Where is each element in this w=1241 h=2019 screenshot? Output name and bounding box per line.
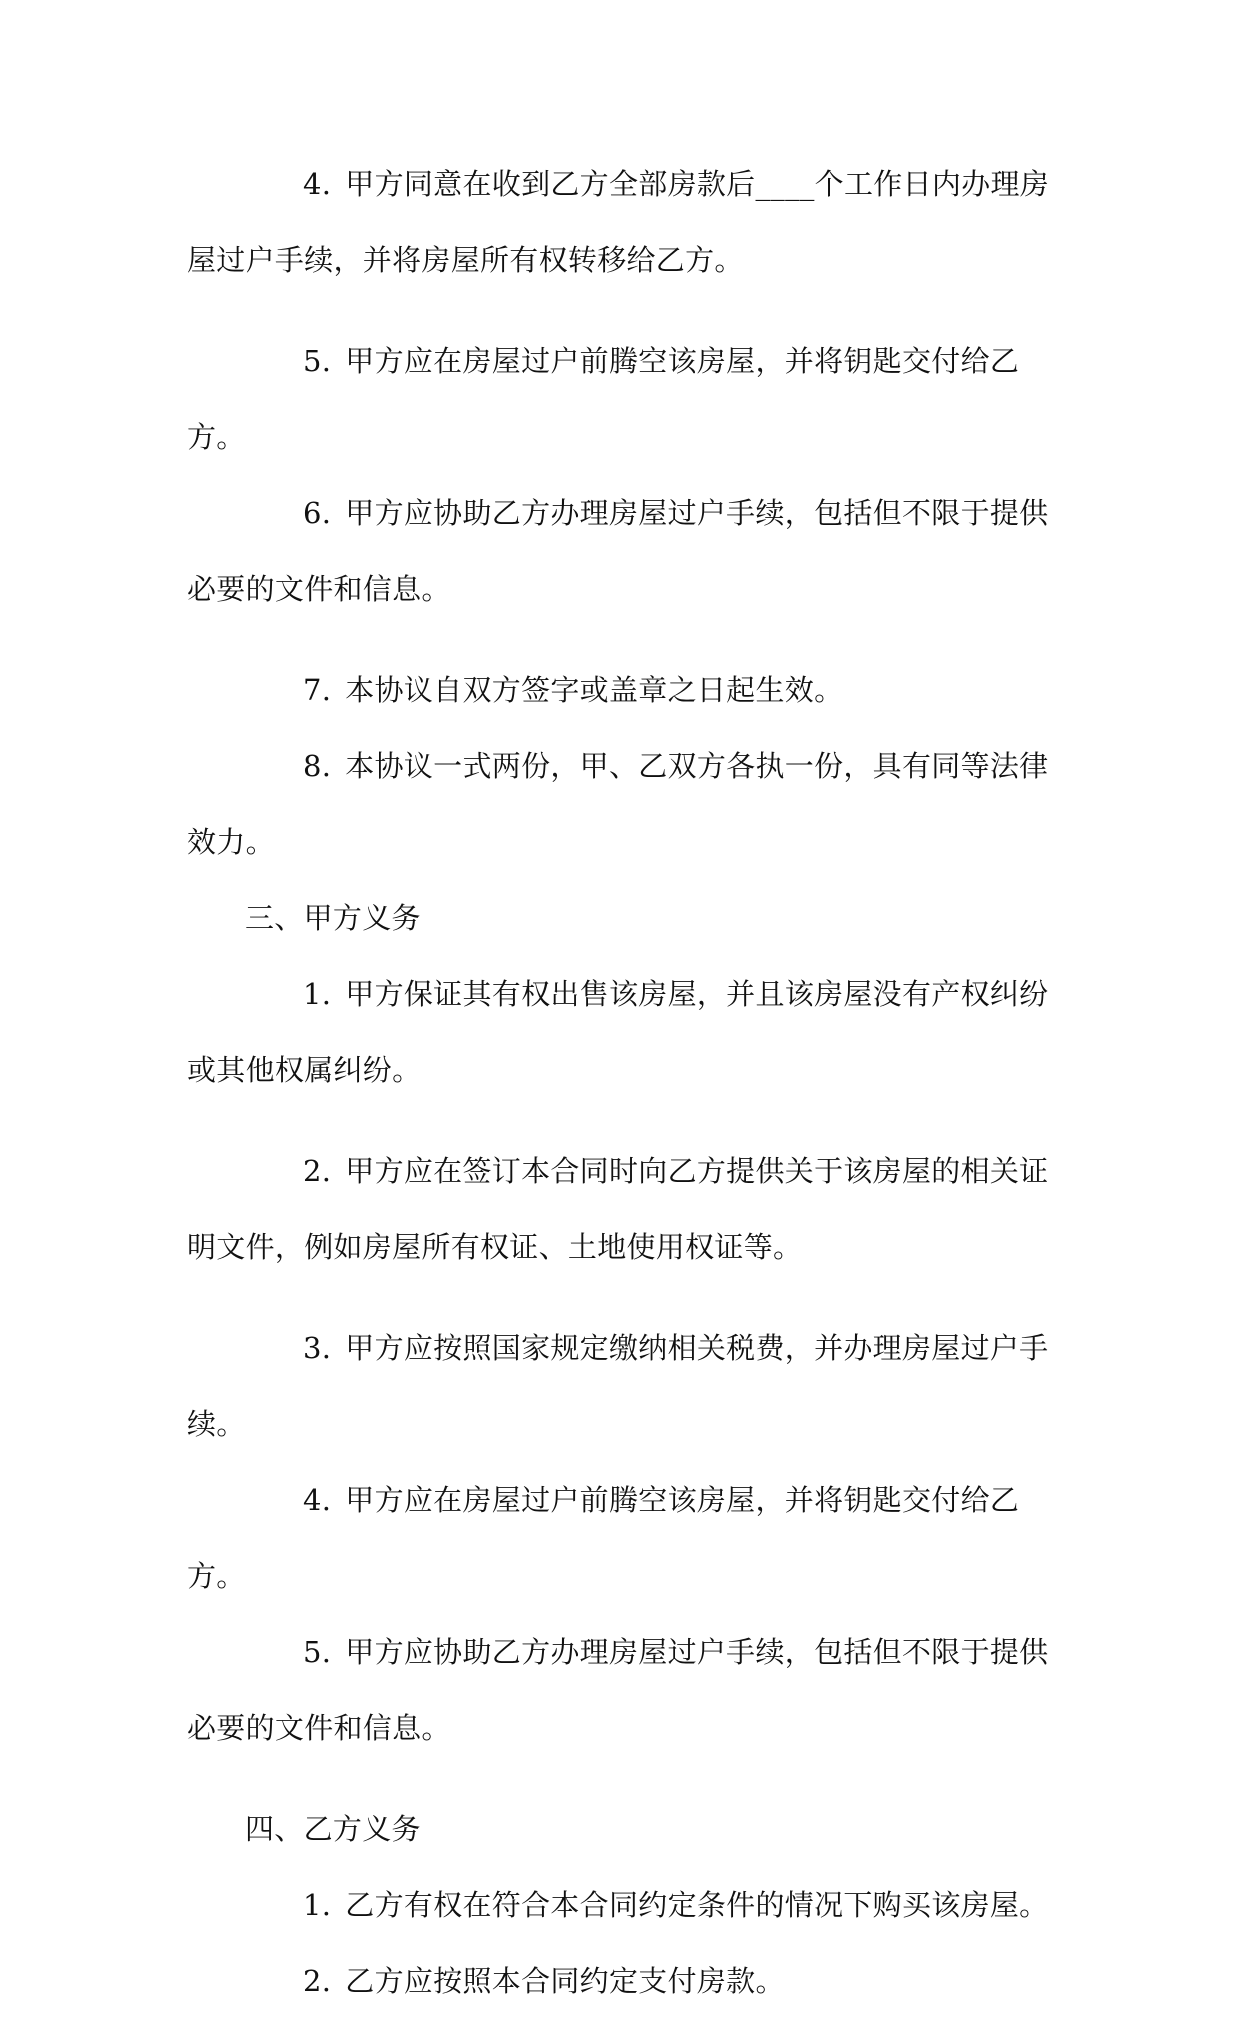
item-number: 1. (303, 977, 332, 1011)
section4-item-1 (187, 1867, 1067, 1943)
section-heading-3: 三、甲方义务 (245, 901, 421, 935)
clause-5 (187, 323, 1067, 475)
item-text: 甲方应在房屋过户前腾空该房屋，并将钥匙交付给乙方。 (187, 1483, 1020, 1593)
clause-number: 5. (303, 344, 332, 378)
item-text: 乙方有权在符合本合同约定条件的情况下购买该房屋。 (345, 1888, 1049, 1922)
clause-text: 本协议自双方签字或盖章之日起生效。 (345, 673, 844, 707)
clause-7 (187, 652, 1067, 728)
item-text: 乙方应按照本合同约定支付房款。 (345, 1964, 785, 1998)
clause-text: 甲方应协助乙方办理房屋过户手续，包括但不限于提供必要的文件和信息。 (187, 496, 1049, 606)
section3-item-5 (187, 1614, 1067, 1766)
clause-number: 6. (303, 496, 332, 530)
clause-text: 甲方应在房屋过户前腾空该房屋，并将钥匙交付给乙方。 (187, 344, 1020, 454)
section3-item-1 (187, 956, 1067, 1108)
section3-item-3 (187, 1310, 1067, 1462)
section3-item-2 (187, 1133, 1067, 1285)
clause-text: 甲方同意在收到乙方全部房款后____个工作日内办理房屋过户手续，并将房屋所有权转移给乙方。 (187, 167, 1050, 277)
item-text: 甲方保证其有权出售该房屋，并且该房屋没有产权纠纷或其他权属纠纷。 (187, 977, 1049, 1087)
section-heading-4: 四、乙方义务 (245, 1812, 421, 1846)
section4-item-2 (187, 1943, 1067, 2019)
item-text: 甲方应在签订本合同时向乙方提供关于该房屋的相关证明文件，例如房屋所有权证、土地使用权证等。 (187, 1154, 1049, 1264)
item-number: 5. (303, 1635, 332, 1669)
item-text: 甲方应按照国家规定缴纳相关税费，并办理房屋过户手续。 (187, 1331, 1049, 1441)
item-number: 1. (303, 1888, 332, 1922)
clause-6 (187, 475, 1067, 627)
clause-8 (187, 728, 1067, 880)
item-text: 甲方应协助乙方办理房屋过户手续，包括但不限于提供必要的文件和信息。 (187, 1635, 1049, 1745)
item-number: 3. (303, 1331, 332, 1365)
item-number: 2. (303, 1154, 332, 1188)
clause-number: 4. (303, 167, 332, 201)
clause-4 (187, 146, 1067, 298)
clause-text: 本协议一式两份，甲、乙双方各执一份，具有同等法律效力。 (187, 749, 1049, 859)
item-number: 2. (303, 1964, 332, 1998)
clause-number: 7. (303, 673, 332, 707)
section3-item-4 (187, 1462, 1067, 1614)
document-body (187, 146, 1067, 2019)
clause-number: 8. (303, 749, 332, 783)
item-number: 4. (303, 1483, 332, 1517)
